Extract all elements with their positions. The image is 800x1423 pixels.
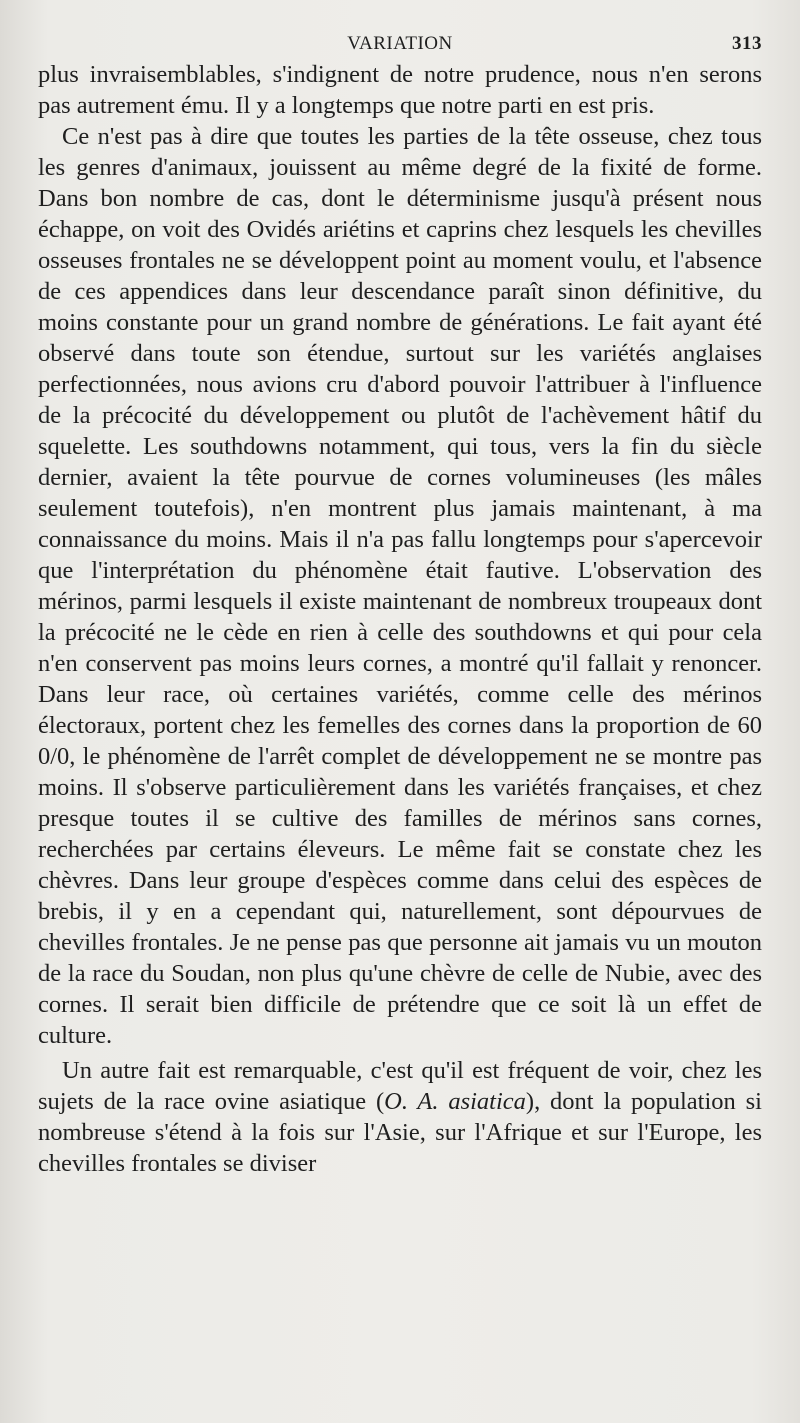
page-number: 313 xyxy=(732,33,762,54)
paragraph-1: plus invraisemblables, s'indignent de notre prudence, nous n'en serons pas autrement ému. Il y a longtemps que notre parti en est pris. xyxy=(38,61,762,119)
paragraph-3-text-start: Un autre fait est remarquable, c'est qu'il est fréquent de voir, chez les sujets de la race ovine asiatique ( xyxy=(38,1057,762,1115)
page-header xyxy=(38,33,762,59)
paragraph-2: Ce n'est pas à dire que toutes les parties de la tête osseuse, chez tous les genres d'animaux, jouissent au même degré de la fixité de forme. Dans bon nombre de cas, dont le déterminisme jusqu'à présent nous échappe, on voit des Ovidés ariétins et caprins chez lesquels les chevilles osseuses frontales ne se développent point au moment voulu, et l'absence de ces appendices dans leur descendance paraît sinon définitive, du moins constante pour un grand nombre de générations. Le fait ayant été observé dans toute son étendue, surtout sur les variétés anglaises perfectionnées, nous avions cru d'abord pouvoir l'attribuer à l'influence de la précocité du développement ou plutôt de l'achèvement hâtif du squelette. Les southdowns notamment, qui tous, vers la fin du siècle dernier, avaient la tête pourvue de cornes volumineuses (les mâles seulement toutefois), n'en montrent plus jamais maintenant, à ma connaissance du moins. Mais il n'a pas fallu longtemps pour s'apercevoir que l'interprétation du phénomène était fautive. L'observation des mérinos, parmi lesquels il existe maintenant de nombreux troupeaux dont la précocité ne le cède en rien à celle des southdowns et qui pour cela n'en conservent pas moins leurs cornes, a montré qu'il fallait y renoncer. Dans leur race, où certaines variétés, comme celle des mérinos électoraux, portent chez les femelles des cornes dans la proportion de 60 0/0, le phénomène de l'arrêt complet de développement ne se montre pas moins. Il s'observe particulièrement dans les variétés françaises, et chez presque toutes il se cultive des familles de mérinos sans cornes, recherchées par certains éleveurs. Le même fait se constate chez les chèvres. Dans leur groupe d'espèces comme dans celui des espèces de brebis, il y en a cependant qui, naturellement, sont dépourvues de chevilles frontales. Je ne pense pas que personne ait jamais vu un mouton de la race du Soudan, non plus qu'une chèvre de celle de Nubie, avec des cornes. Il serait bien difficile de prétendre que ce soit là un effet de culture. xyxy=(38,123,762,1049)
body-text xyxy=(38,59,762,1179)
species-name-italic: O. A. asiatica xyxy=(384,1088,526,1115)
paragraph-3-text-end: ), dont la population si nombreuse s'étend à la fois sur l'Asie, sur l'Afrique et sur l'Europe, les chevilles frontales se diviser xyxy=(38,1088,762,1177)
paragraph-3 xyxy=(38,1055,762,1179)
running-title: VARIATION xyxy=(347,33,453,54)
